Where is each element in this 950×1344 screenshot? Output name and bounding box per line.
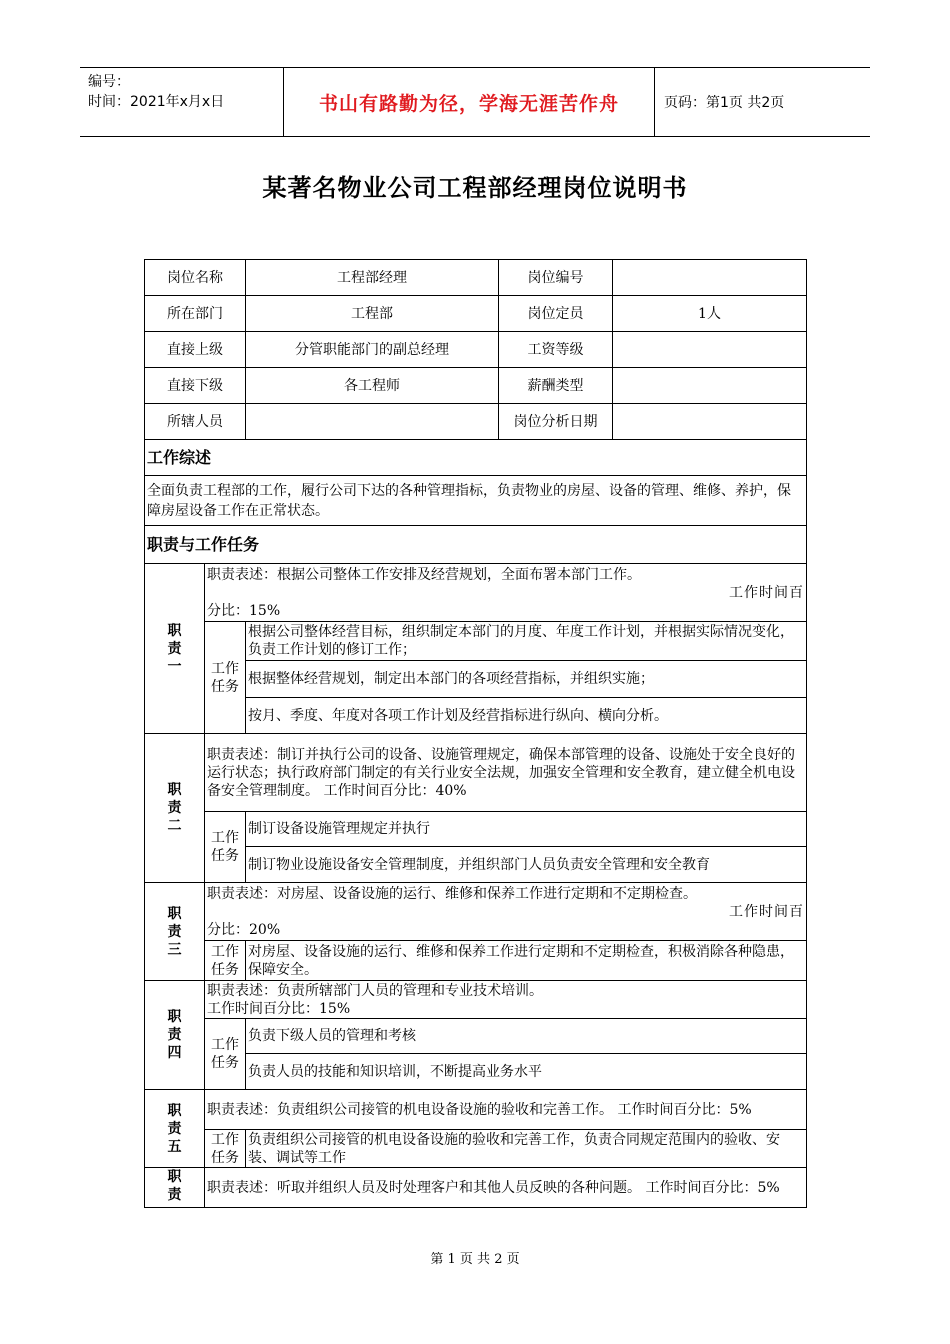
duty-name-char: 职 [167,905,182,922]
duty-name [145,734,205,883]
job-description-table [144,259,807,1208]
duty-percent-value: 间百分比：5% [659,1101,752,1118]
task-item: 制订设备设施管理规定并执行 [246,812,807,847]
duty-name-char: 职 [167,1102,182,1119]
duty-description [205,883,807,941]
duty-percent-value: 间百分比：40% [365,782,467,799]
info-value: 各工程师 [246,368,499,404]
task-item: 按月、季度、年度对各项工作计划及经营指标进行纵向、横向分析。 [246,698,807,734]
duty-row [145,1090,807,1130]
task-item: 负责人员的技能和知识培训，不断提高业务水平 [246,1054,807,1090]
info-row [145,368,807,404]
document-number-label: 编号： [88,74,130,90]
task-item: 制订物业设施设备安全管理制度，并组织部门人员负责安全管理和安全教育 [246,847,807,883]
info-value [246,404,499,440]
task-row [145,941,807,981]
duty-name-char: 责 [167,800,182,816]
duty-name [145,883,205,981]
duty-name-char: 职 [167,1009,182,1025]
info-key: 工资等级 [499,332,613,368]
header-motto: 书山有路勤为径，学海无涯苦作舟 [318,92,619,115]
info-key: 岗位定员 [499,296,613,332]
task-label: 工作任务 [205,812,246,883]
duties-heading: 职责与工作任务 [145,526,807,564]
duty-row [145,734,807,812]
task-item: 根据公司整体经营目标，组织制定本部门的月度、年度工作计划，并根据实际情况变化，负责工作计划的修订工作； [246,622,807,661]
task-row [145,1130,807,1168]
info-row [145,296,807,332]
duties-heading-row [145,526,807,564]
header-page-label: 页码：第1页 共2页 [664,95,785,111]
info-row [145,404,807,440]
info-value: 工程部 [246,296,499,332]
duty-description [205,564,807,622]
duty-name [145,564,205,734]
duty-statement: 职责表述：负责所辖部门人员的管理和专业技术培训。 [207,982,543,999]
info-value [613,404,807,440]
summary-text: 全面负责工程部的工作，履行公司下达的各种管理指标，负责物业的房屋、设备的管理、维修、养护，保障房屋设备工作在正常状态。 [145,476,807,526]
duty-name-char: 责 [167,640,182,657]
task-row [145,622,807,661]
duty-name [145,981,205,1090]
duty-description [205,981,807,1019]
duty-percent-value: 分比：15% [207,602,281,619]
duty-description [205,1168,807,1208]
task-label: 工作任务 [205,1019,246,1090]
duty-percent-label: 工作时 [645,1179,688,1196]
duty-statement: 职责表述：制订并执行公司的设备、设施管理规定，确保本部管理的设备、设施处于安全良好的运行状态；执行政府部门制定的有关行业安全法规，加强安全管理和安全教育，建立健全机电设备安全管理制度。 [207,746,795,799]
duty-description [205,1090,807,1130]
duty-name-char: 责 [167,1120,182,1137]
info-key: 所在部门 [145,296,246,332]
info-value: 1人 [613,296,807,332]
info-key: 岗位名称 [145,260,246,296]
duty-row [145,1168,807,1208]
duty-percent-label: 工作时间百 [729,584,804,601]
duty-statement: 职责表述：听取并组织人员及时处理客户和其他人员反映的各种问题。 [207,1179,641,1196]
duty-row [145,981,807,1019]
header-divider [654,68,655,136]
duty-percent-value: 工作时间百分比：15% [207,1000,351,1017]
duty-name-char: 责 [167,1187,182,1203]
duty-row [145,883,807,941]
duty-name [145,1090,205,1168]
duty-statement: 职责表述：根据公司整体工作安排及经营规划，全面布署本部门工作。 [207,566,641,583]
duty-name-char: 责 [167,923,182,940]
task-item: 对房屋、设备设施的运行、维修和保养工作进行定期和不定期检查，积极消除各种隐患，保障安全。 [246,941,807,981]
duty-name-char: 五 [167,1138,182,1155]
duty-percent-value: 间百分比：5% [687,1179,780,1196]
task-label: 工作任务 [205,941,246,981]
info-key: 所辖人员 [145,404,246,440]
info-value [613,332,807,368]
info-key: 岗位分析日期 [499,404,613,440]
duty-percent-label: 工作时 [617,1101,660,1118]
info-row [145,332,807,368]
header-meta [88,72,224,112]
task-item: 根据整体经营规划，制定出本部门的各项经营指标，并组织实施； [246,661,807,698]
duty-description [205,734,807,812]
duty-statement: 职责表述：负责组织公司接管的机电设备设施的验收和完善工作。 [207,1101,613,1118]
duty-name-char: 职 [167,782,182,798]
duty-name-char: 三 [167,941,182,958]
duty-name-char: 职 [167,1169,182,1185]
summary-heading-row [145,440,807,476]
document-time-label: 时间：2021年x月x日 [88,94,225,110]
duty-percent-label: 工作时 [323,782,366,799]
duty-name-char: 一 [167,658,182,675]
duty-name-char: 二 [167,818,182,834]
duty-name [145,1168,205,1208]
duty-percent-value: 分比：20% [207,921,281,938]
page-header [80,67,870,137]
duty-percent-label: 工作时间百 [729,903,804,920]
task-row [145,1019,807,1054]
info-row [145,260,807,296]
info-key: 薪酬类型 [499,368,613,404]
task-label: 工作任务 [205,1130,246,1168]
duty-statement: 职责表述：对房屋、设备设施的运行、维修和保养工作进行定期和不定期检查。 [207,885,697,902]
info-value [613,368,807,404]
summary-heading: 工作综述 [145,440,807,476]
duty-name-char: 四 [167,1045,182,1061]
duty-row [145,564,807,622]
info-key: 直接下级 [145,368,246,404]
task-row [145,812,807,847]
info-value: 工程部经理 [246,260,499,296]
document-title: 某著名物业公司工程部经理岗位说明书 [262,174,688,202]
task-item: 负责下级人员的管理和考核 [246,1019,807,1054]
task-label: 工作任务 [205,622,246,734]
info-value: 分管职能部门的副总经理 [246,332,499,368]
page-footer: 第 1 页 共 2 页 [430,1252,520,1267]
info-key: 岗位编号 [499,260,613,296]
duty-name-char: 职 [167,622,182,639]
info-key: 直接上级 [145,332,246,368]
info-value [613,260,807,296]
task-item: 负责组织公司接管的机电设备设施的验收和完善工作，负责合同规定范围内的验收、安装、调试等工作 [246,1130,807,1168]
summary-text-row [145,476,807,526]
duty-name-char: 责 [167,1027,182,1043]
